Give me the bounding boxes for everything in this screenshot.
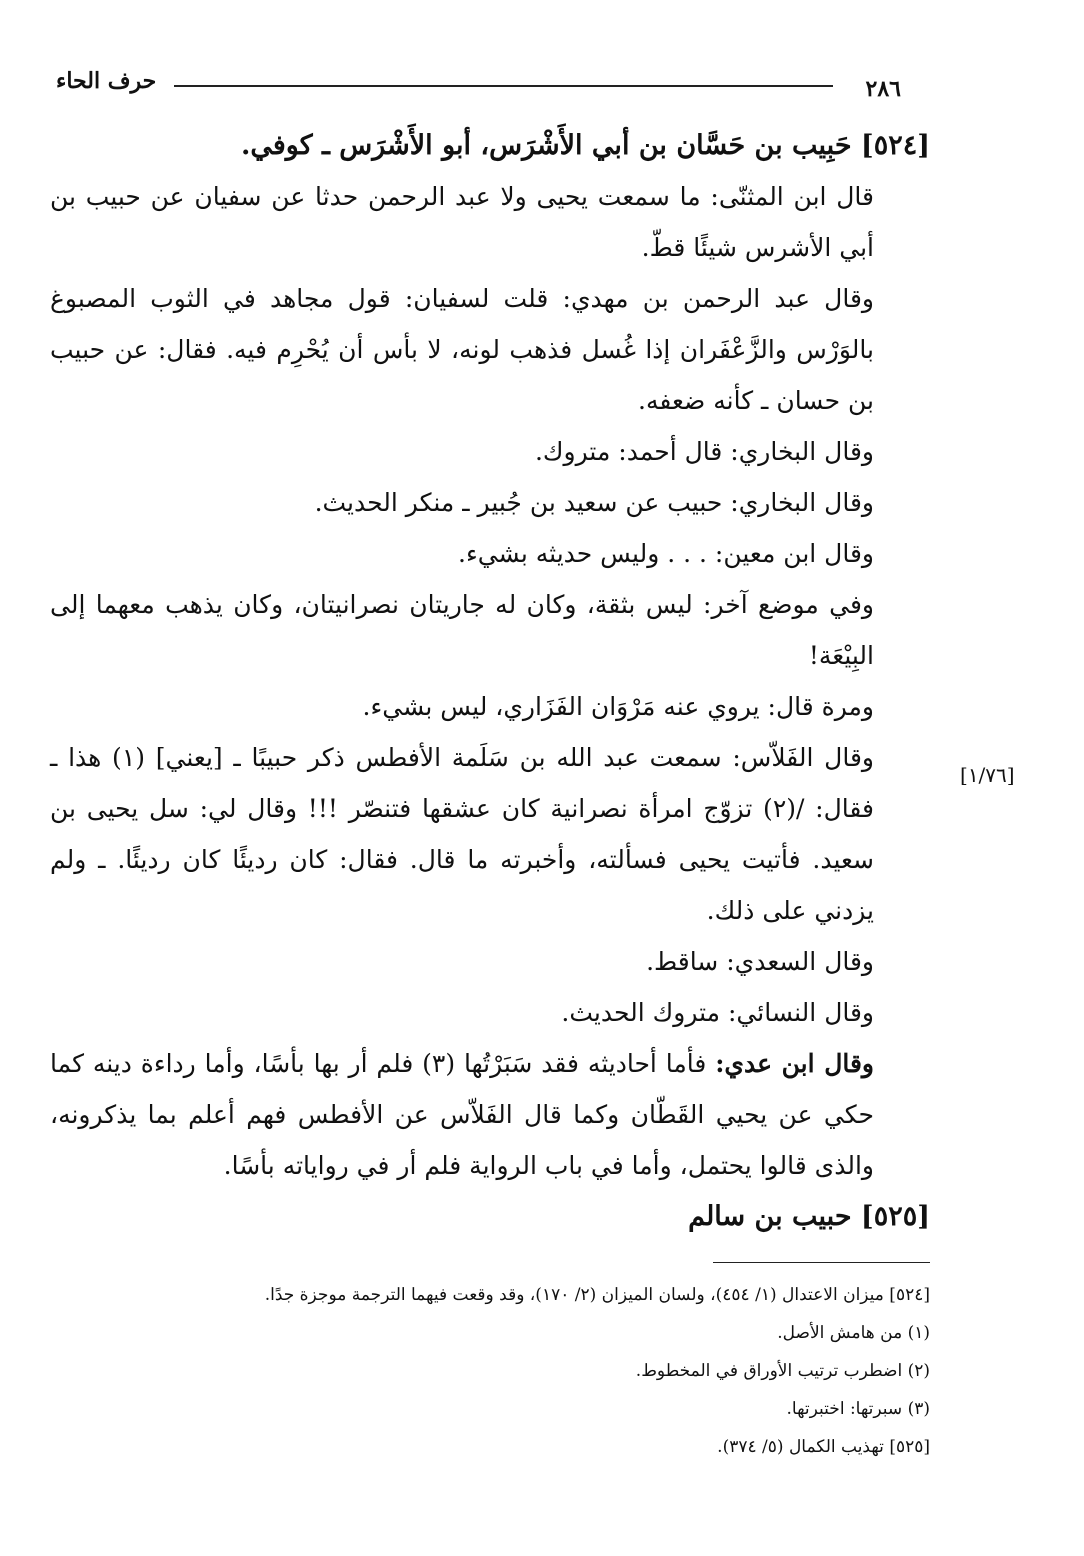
paragraph: وقال ابن معين: . . . وليس حديثه بشيء. bbox=[458, 539, 874, 568]
paragraph: وقال السعدي: ساقط. bbox=[646, 947, 874, 976]
footnote: (٣) سبرتها: اختبرتها. bbox=[786, 1399, 930, 1419]
page-number: ٢٨٦ bbox=[865, 76, 901, 102]
header-rule bbox=[174, 85, 833, 87]
footnote: [٥٢٥] تهذيب الكمال (٥/ ٣٧٤). bbox=[717, 1437, 930, 1457]
paragraph: وقال النسائي: متروك الحديث. bbox=[561, 998, 874, 1027]
footnote-rule bbox=[713, 1262, 930, 1263]
paragraph-ibn-adi bbox=[50, 1038, 930, 1191]
running-title: حرف الحاء bbox=[56, 68, 157, 94]
ibn-adi-text: فأما أحاديثه فقد سَبَرْتُها (٣) فلم أر بها بأسًا، وأما رداءة دينه كما حكي عن يحيي القَطّان وكما قال الفَلاّس عن الأفطس فهم أعلم بما يذكرونه، والذى قالوا يحتمل، وأما في باب الرواية فلم أر في رواياته بأسًا. bbox=[50, 1049, 874, 1180]
ibn-adi-label: وقال ابن عدي: bbox=[715, 1049, 875, 1078]
footnotes bbox=[50, 1276, 930, 1466]
main-text bbox=[50, 120, 930, 1242]
paragraph: وفي موضع آخر: ليس بثقة، وكان له جاريتان نصرانيتان، وكان يذهب معهما إلى البِيْعَة! bbox=[50, 590, 874, 670]
entry-heading-524: [٥٢٤] حَبِيب بن حَسَّان بن أبي الأَشْرَس، أبو الأَشْرَس ـ كوفي. bbox=[240, 130, 930, 161]
paragraph: ومرة قال: يروي عنه مَرْوَان الفَزَاري، ليس بشيء. bbox=[362, 692, 874, 721]
paragraph: قال ابن المثنّى: ما سمعت يحيى ولا عبد الرحمن حدثا عن سفيان عن حبيب بن أبي الأشرس شيئًا قطّ. bbox=[50, 182, 874, 262]
page-header bbox=[44, 62, 929, 102]
footnote: (١) من هامش الأصل. bbox=[777, 1323, 930, 1343]
paragraph: وقال البخاري: حبيب عن سعيد بن جُبير ـ منكر الحديث. bbox=[314, 488, 874, 517]
footnote: [٥٢٤] ميزان الاعتدال (١/ ٤٥٤)، ولسان الميزان (٢/ ١٧٠)، وقد وقعت فيهما الترجمة موجزة جدًا. bbox=[264, 1285, 930, 1305]
paragraph: وقال البخاري: قال أحمد: متروك. bbox=[534, 437, 874, 466]
margin-reference: [١/٧٦] bbox=[960, 763, 1015, 787]
paragraph: وقال الفَلاّس: سمعت عبد الله بن سَلَمة الأفطس ذكر حبيبًا ـ [يعني] (١) هذا ـ فقال: /(٢) تزوّج امرأة نصرانية كان عشقها فتنصّر !!! وقال لي: سل يحيى بن سعيد. فأتيت يحيى فسألته، وأخبرته ما قال. فقال: كان رديئًا كان رديئًا. ـ ولم يزدني على ذلك. bbox=[50, 743, 874, 925]
paragraph: وقال عبد الرحمن بن مهدي: قلت لسفيان: قول مجاهد في الثوب المصبوغ بالوَرْس والزَّعْفَران إذا غُسل فذهب لونه، لا بأس أن يُحْرِم فيه. فقال: عن حبيب بن حسان ـ كأنه ضعفه. bbox=[50, 284, 874, 415]
footnote: (٢) اضطرب ترتيب الأوراق في المخطوط. bbox=[635, 1361, 930, 1381]
entry-heading-525: [٥٢٥] حبيب بن سالم bbox=[688, 1201, 930, 1232]
